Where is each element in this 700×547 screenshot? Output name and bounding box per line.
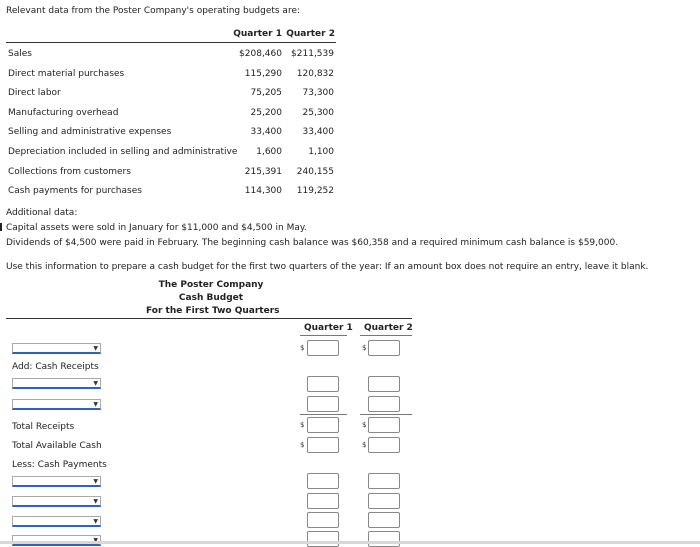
q1-amount-input[interactable] — [307, 376, 339, 392]
q2-total-available-input[interactable] — [368, 437, 400, 453]
receipt-select[interactable] — [12, 399, 101, 410]
q2-total-receipts-input[interactable] — [368, 417, 400, 433]
label-less-cash-payments: Less: Cash Payments — [12, 460, 107, 470]
row-label: Manufacturing overhead — [8, 108, 119, 118]
additional-line-1: Capital assets were sold in January for $11,000 and $4,500 in May. — [6, 223, 307, 233]
col-quarter-2: Quarter 2 — [364, 323, 413, 333]
q1-total-receipts-input[interactable] — [307, 417, 339, 433]
q1-amount-input[interactable] — [307, 473, 339, 489]
header-quarter-2: Quarter 2 — [286, 29, 335, 39]
row-label: Direct labor — [8, 88, 61, 98]
chevron-down-icon: ▼ — [93, 518, 98, 525]
payment-select[interactable] — [12, 476, 101, 487]
row-q2-value: 119,252 — [296, 186, 334, 196]
row-label: Depreciation included in selling and administrative — [8, 147, 238, 157]
row-q2-value: 1,100 — [308, 147, 334, 157]
row-q2-value: 33,400 — [302, 127, 334, 137]
row-label: Selling and administrative expenses — [8, 127, 172, 137]
q1-amount-input[interactable] — [307, 340, 339, 356]
row-label: Cash payments for purchases — [8, 186, 142, 196]
label-total-receipts: Total Receipts — [12, 422, 75, 432]
q2-amount-input[interactable] — [368, 493, 400, 509]
q1-total-available-input[interactable] — [307, 437, 339, 453]
currency-symbol: $ — [362, 344, 367, 352]
row-label: Collections from customers — [8, 167, 131, 177]
left-edge-marker — [0, 223, 2, 231]
col-quarter-1: Quarter 1 — [304, 323, 353, 333]
payment-select[interactable] — [12, 496, 101, 507]
receipt-select[interactable] — [12, 378, 101, 389]
chevron-down-icon: ▼ — [93, 401, 98, 408]
currency-symbol: $ — [362, 421, 367, 429]
row-q2-value: 25,300 — [302, 108, 334, 118]
row-q2-value: 73,300 — [302, 88, 334, 98]
label-total-available-cash: Total Available Cash — [12, 441, 102, 451]
q1-amount-input[interactable] — [307, 531, 339, 547]
row-q1-value: 1,600 — [256, 147, 282, 157]
q2-amount-input[interactable] — [368, 512, 400, 528]
row-label: Direct material purchases — [8, 69, 125, 79]
chevron-down-icon: ▼ — [93, 478, 98, 485]
currency-symbol: $ — [300, 421, 305, 429]
additional-heading: Additional data: — [6, 208, 78, 218]
cash-budget-period: For the First Two Quarters — [146, 306, 280, 316]
q1-amount-input[interactable] — [307, 512, 339, 528]
header-quarter-1: Quarter 1 — [233, 29, 282, 39]
chevron-down-icon: ▼ — [93, 380, 98, 387]
row-q1-value: 33,400 — [250, 127, 282, 137]
q2-amount-input[interactable] — [368, 340, 400, 356]
cash-budget-company: The Poster Company — [158, 280, 264, 290]
row-q2-value: 240,155 — [296, 167, 334, 177]
budget-row-select[interactable] — [12, 343, 101, 354]
cash-budget-title: Cash Budget — [178, 293, 244, 303]
q2-amount-input[interactable] — [368, 473, 400, 489]
currency-symbol: $ — [300, 441, 305, 449]
q2-amount-input[interactable] — [368, 396, 400, 412]
row-q1-value: 215,391 — [244, 167, 282, 177]
q2-amount-input[interactable] — [368, 531, 400, 547]
currency-symbol: $ — [300, 344, 305, 352]
label-add-cash-receipts: Add: Cash Receipts — [12, 362, 99, 372]
row-q1-value: 75,205 — [250, 88, 282, 98]
q1-amount-input[interactable] — [307, 493, 339, 509]
chevron-down-icon: ▼ — [93, 498, 98, 505]
additional-line-2: Dividends of $4,500 were paid in February. The beginning cash balance was $60,358 and a required minimum cash balance is $59,000. — [6, 238, 619, 248]
row-q1-value: 114,300 — [244, 186, 282, 196]
q2-amount-input[interactable] — [368, 376, 400, 392]
row-q2-value: $211,539 — [291, 49, 334, 59]
chevron-down-icon: ▼ — [93, 345, 98, 352]
row-q2-value: 120,832 — [296, 69, 334, 79]
row-q1-value: 115,290 — [244, 69, 282, 79]
q1-amount-input[interactable] — [307, 396, 339, 412]
row-q1-value: $208,460 — [239, 49, 282, 59]
payment-select[interactable] — [12, 516, 101, 527]
intro-text: Relevant data from the Poster Company's operating budgets are: — [6, 6, 301, 16]
row-q1-value: 25,200 — [250, 108, 282, 118]
row-label: Sales — [8, 49, 32, 59]
currency-symbol: $ — [362, 441, 367, 449]
instruction-text: Use this information to prepare a cash budget for the first two quarters of the year: If an amount box does not require an entry, leave it blank. — [6, 262, 649, 272]
